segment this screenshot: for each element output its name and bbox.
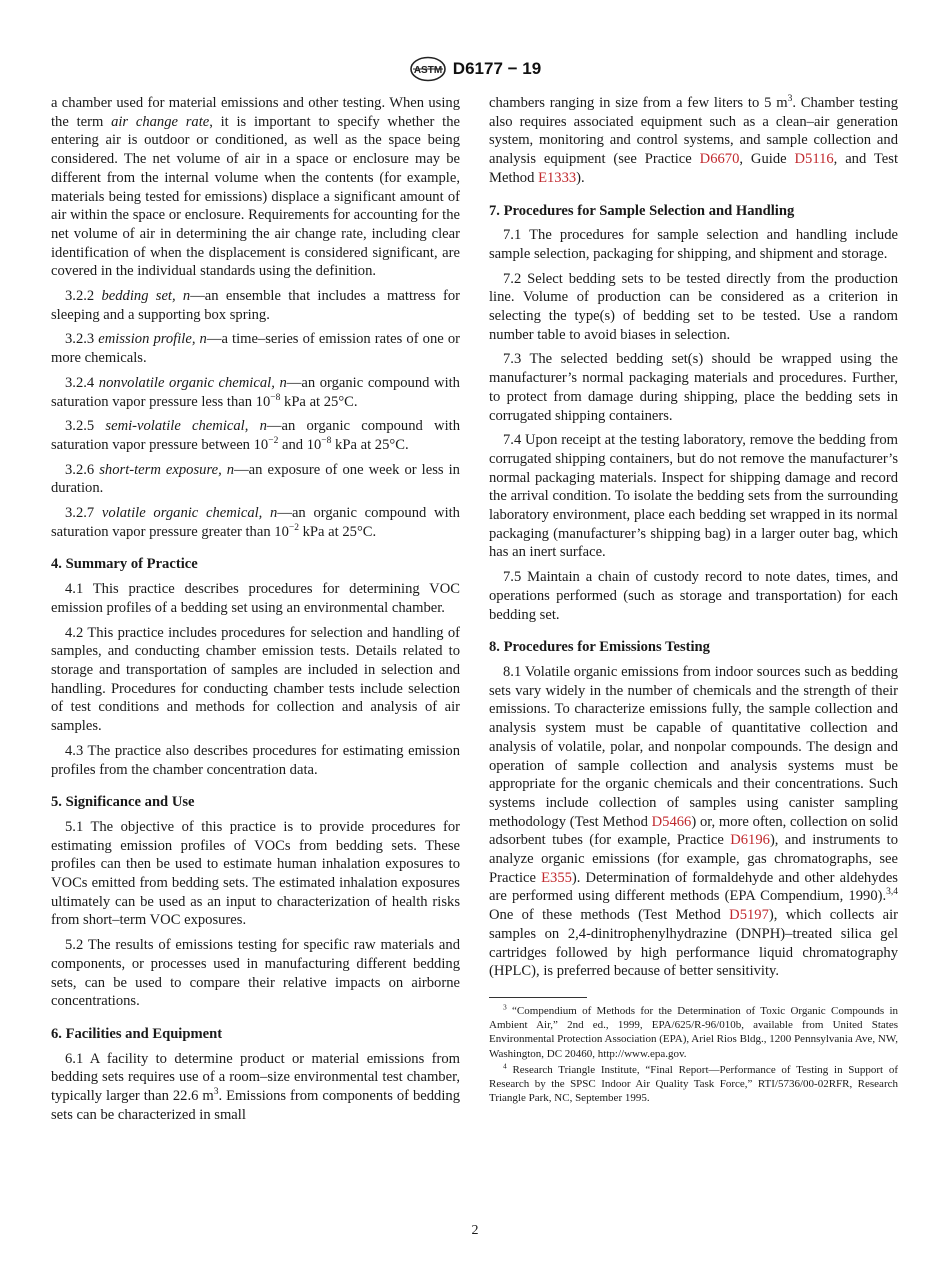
footnote-divider xyxy=(489,997,587,998)
left-column xyxy=(51,94,460,1130)
right-column xyxy=(489,94,898,1107)
definition-emission-profile: 3.2.3 emission profile, n—a time–series of emission rates of one or more chemicals. xyxy=(51,331,460,367)
paragraph-5-2: 5.2 The results of emissions testing for specific raw materials and components, or processes used in manufacturing different bedding sets, can be used to compare their relative impacts on airborne concentrations. xyxy=(51,937,460,1010)
page-header xyxy=(0,56,950,82)
paragraph-5-1: 5.1 The objective of this practice is to provide procedures for estimating emission profiles of VOCs from bedding sets. These profiles can then be used to estimate human inhalation exposures to VOCs emitted from bedding sets. The estimated inhalation exposures ultimately can be used as an input to characterization of health risks from short–term VOC exposures. xyxy=(51,818,460,929)
footnote-4: $^4$ Research Triangle Institute, “Final Report—Performance of Testing in Support of Research by the SPSC Indoor Air Quality Task Force,” RTI/5736/00-02RFR, Research Triangle Park, NC, September 1995. xyxy=(489,1061,898,1105)
section-4-heading: 4. Summary of Practice xyxy=(51,556,198,573)
paragraph-7-2: 7.2 Select bedding sets to be tested directly from the production line. Volume of production can be considered as a criterion in selecting the type(s) of bedding set to be tested. Use a random number table to avoid biases in selection. xyxy=(489,270,898,343)
section-8-heading: 8. Procedures for Emissions Testing xyxy=(489,639,710,656)
paragraph-7-5: 7.5 Maintain a chain of custody record to note dates, times, and operations performed (such as storage and transportation) for each bedding set. xyxy=(489,569,898,623)
paragraph-4-1: 4.1 This practice describes procedures for determining VOC emission profiles of a bedding set using an environmental chamber. xyxy=(51,581,460,616)
link-d6196[interactable]: D6196 xyxy=(730,832,770,849)
paragraph-4-3: 4.3 The practice also describes procedures for estimating emission profiles from the chamber concentration data. xyxy=(51,742,460,778)
link-d6670[interactable]: D6670 xyxy=(699,151,740,168)
definition-semi-volatile-chemical: 3.2.5 semi-volatile chemical, n—an organic compound with saturation vapor pressure between $10^{-2}$ and $10^{-8}$ kPa at 25°C. xyxy=(51,418,460,453)
definition-volatile-organic-chemical: 3.2.7 volatile organic chemical, n—an organic compound with saturation vapor pressure greater than $10^{-2}$ kPa at 25°C. xyxy=(51,505,460,540)
footnote-reference: 3,4 xyxy=(886,887,898,898)
paragraph-air-change-rate: a chamber used for material emissions and other testing. When using the term air change rate, it is important to specify whether the entering air is outdoor or conditioned, as well as the space being considered. The net volume of air in a space or enclosure may be different from the internal volume when the contents (for example, materials being tested for emissions) displace a significant amount of air within the space or enclosure. Requirements for accounting for the net volume of air in determining the air change rate, including clear identification of when the displacement is considered significant, are covered in the individual standards using the definition. xyxy=(51,95,460,280)
paragraph-6-1-continued: chambers ranging in size from a few liters to 5 $m^3$. Chamber testing also requires associated equipment such as a clean–air generation system, monitoring and control systems, and sample collection and analysis equipment (see Practice D6670, Guide D5116, and Test Method E1333). xyxy=(489,94,899,186)
link-d5466[interactable]: D5466 xyxy=(651,813,692,830)
paragraph-7-3: 7.3 The selected bedding set(s) should be wrapped using the manufacturer’s normal packaging materials and procedures. Further, to protect from damage during shipping, place the bedding sets in corrugated shipping containers. xyxy=(489,351,898,424)
definition-bedding-set: 3.2.2 bedding set, n—an ensemble that includes a mattress for sleeping and a supporting box spring. xyxy=(51,288,460,323)
section-7-heading: 7. Procedures for Sample Selection and Handling xyxy=(489,202,795,219)
link-e355[interactable]: E355 xyxy=(541,869,572,886)
page-number: 2 xyxy=(471,1223,479,1238)
paragraph-8-1: 8.1 Volatile organic emissions from indoor sources such as bedding sets vary widely in the number of chemicals and the strength of their emissions. To characterize emissions fully, the sample collection and analysis system must be capable of quantitative collection and analysis of volatile, polar, and nonpolar compounds. The design and operation of sample collection and analysis systems must be appropriate for the organic chemicals and their concentrations. Such systems include collection of samples using canister sampling methodology (Test Method D5466) or, more often, collection on solid adsorbent tubes (for example, Practice D6196), and instruments to analyze organic emissions (for example, gas chromatographs, see Practice E355). Determination of formaldehyde and other aldehydes are performed using different methods (EPA Compendium, 1990).$^{3,4}$ One of these methods (Test Method D5197), which collects air samples on 2,4-dinitrophenylhydrazine (DNPH)–treated silica gel cartridges followed by high performance liquid chromatography (HPLC), is preferred because of better sensitivity. xyxy=(489,663,899,980)
section-5-heading: 5. Significance and Use xyxy=(51,794,195,811)
definition-short-term-exposure: 3.2.6 short-term exposure, n—an exposure of one week or less in duration. xyxy=(51,461,460,497)
definition-nonvolatile-organic-chemical: 3.2.4 nonvolatile organic chemical, n—an organic compound with saturation vapor pressure less than $10^{-8}$ kPa at 25°C. xyxy=(51,374,460,410)
document-designation: D6177 − 19 xyxy=(452,59,542,78)
paragraph-7-1: 7.1 The procedures for sample selection and handling include sample selection, packaging for shipping, and shipment and storage. xyxy=(489,227,898,262)
paragraph-6-1: 6.1 A facility to determine product or material emissions from bedding sets requires use of a room–size environmental test chamber, typically larger than 22.6 $m^3$. Emissions from components of bedding sets can be characterized in small xyxy=(51,1050,460,1123)
footnote-3: $^3$ “Compendium of Methods for the Determination of Toxic Organic Compounds in Ambient Air,” 2nd ed., 1999, EPA/625/R-96/010b, available from United States Environmental Protection Association (EPA), Ariel Rios Bldg., 1200 Pennsylvania Ave, NW, Washington, DC 20460, http://www.epa.gov. xyxy=(489,1002,898,1060)
paragraph-4-2: 4.2 This practice includes procedures for selection and handling of samples, and conducting chamber emission tests. Details related to storage and transportation of samples are included in selection and handling. Procedures for conducting chamber tests include selection of test conditions and methods for collection and analysis of air samples. xyxy=(51,624,460,735)
link-d5116[interactable]: D5116 xyxy=(794,151,834,168)
paragraph-7-4: 7.4 Upon receipt at the testing laboratory, remove the bedding from corrugated shipping containers, but do not remove the manufacturer’s normal packaging materials. Inspect for shipping damage and record the arrival condition. To isolate the bedding sets from the surrounding laboratory environment, place each bedding set wrapped in its normal packaging (manufacturer’s shipping bag) in a larger outer bag, which has an inert surface. xyxy=(489,432,898,561)
section-6-heading: 6. Facilities and Equipment xyxy=(51,1025,223,1042)
astm-logo-icon xyxy=(409,56,447,82)
link-d5197[interactable]: D5197 xyxy=(729,907,769,924)
link-e1333[interactable]: E1333 xyxy=(538,169,577,186)
logo-text: ASTM xyxy=(413,65,442,76)
